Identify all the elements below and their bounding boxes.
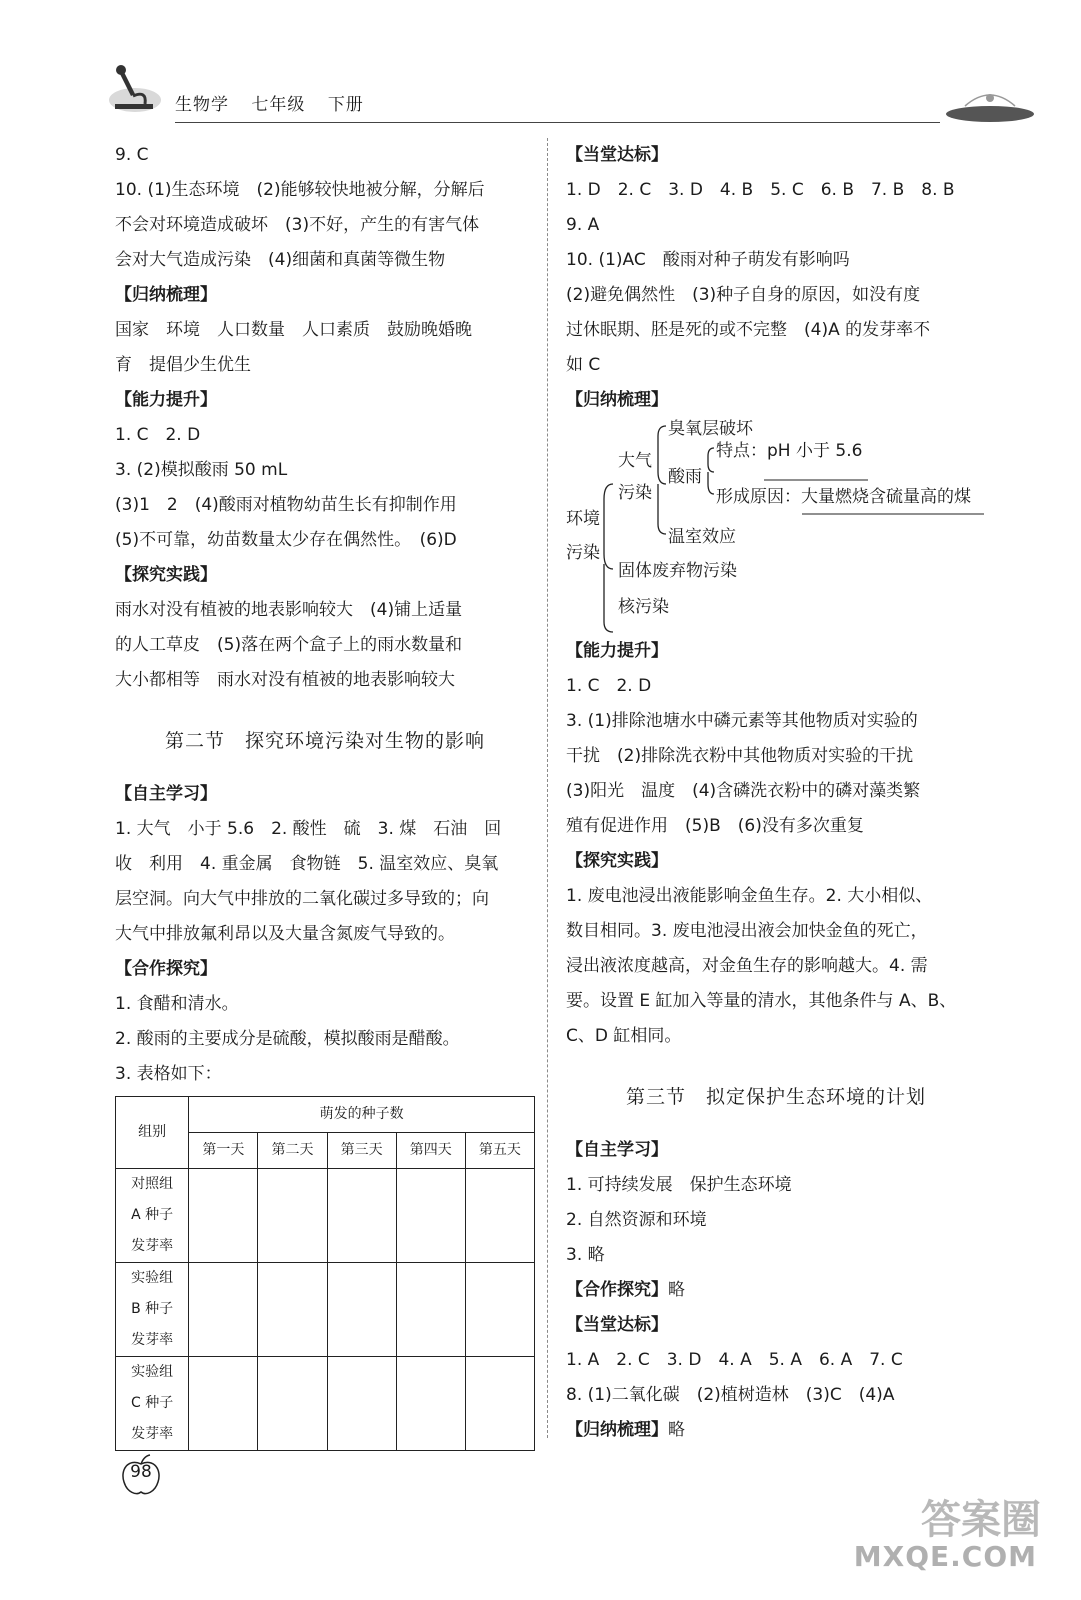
row-label-line: A 种子 — [131, 1207, 174, 1223]
self-right-line-3: 3. 略 — [566, 1245, 605, 1265]
pollution-tree-diagram — [566, 419, 986, 634]
section-summary-heading-right-2: 【归纳梳理】 — [566, 1420, 668, 1440]
watermark-url: MXQE.COM — [853, 1540, 1037, 1573]
table-row-label — [116, 1169, 189, 1263]
table-row-label — [116, 1263, 189, 1357]
section-class-heading: 【当堂达标】 — [566, 145, 668, 165]
column-divider — [547, 138, 548, 1438]
table-row-label — [116, 1357, 189, 1451]
ability-right-line-2: 3. (1)排除池塘水中磷元素等其他物质对实验的 — [566, 711, 918, 731]
table-row — [116, 1169, 535, 1263]
table-cell — [465, 1263, 534, 1357]
section-summary-heading-right: 【归纳梳理】 — [566, 390, 668, 410]
header-ornament-icon — [945, 84, 1035, 124]
table-cell — [189, 1263, 258, 1357]
section-cooperation-heading-right: 【合作探究】 — [566, 1280, 668, 1300]
section-self-study-heading: 【自主学习】 — [115, 784, 217, 804]
table-day-5: 第五天 — [465, 1133, 534, 1169]
ability-right-line-4: (3)阳光 温度 (4)含磷洗衣粉中的磷对藻类繁 — [566, 781, 921, 801]
table-cell — [465, 1357, 534, 1451]
answer-10-line-1: 10. (1)生态环境 (2)能够较快地被分解，分解后 — [115, 180, 485, 200]
header-title — [175, 90, 380, 115]
tree-acid-rain: 酸雨 — [668, 467, 702, 487]
tree-root-line-1: 环境 — [566, 509, 600, 529]
class-line-6: 如 C — [566, 355, 601, 375]
explore-right-line-5: C、D 缸相同。 — [566, 1026, 682, 1046]
row-label-line: 发芽率 — [131, 1238, 174, 1254]
table-day-2: 第二天 — [258, 1133, 327, 1169]
tree-nuclear: 核污染 — [618, 597, 669, 617]
class-line-4: (2)避免偶然性 (3)种子自身的原因，如没有度 — [566, 285, 921, 305]
row-label-line: 实验组 — [131, 1270, 174, 1286]
explore-line-1: 雨水对没有植被的地表影响较大 (4)铺上适量 — [115, 600, 463, 620]
table-cell — [396, 1263, 465, 1357]
row-label-line: 发芽率 — [131, 1332, 174, 1348]
table-span-header: 萌发的种子数 — [189, 1097, 535, 1133]
table-day-4: 第四天 — [396, 1133, 465, 1169]
germination-table — [115, 1096, 535, 1451]
row-label-line: 实验组 — [131, 1364, 174, 1380]
explore-right-line-1: 1. 废电池浸出液能影响金鱼生存。2. 大小相似、 — [566, 886, 933, 906]
tree-cause-value: 大量燃烧含硫量高的煤 — [801, 487, 971, 507]
self-study-line-3: 层空洞。向大气中排放的二氧化碳过多导致的；向 — [115, 889, 489, 909]
page-number-text: 98 — [130, 1462, 152, 1482]
page-header — [105, 60, 1035, 140]
row-label-line: C 种子 — [131, 1395, 174, 1411]
tree-acid-cause — [716, 480, 971, 515]
header-grade: 七年级 — [251, 95, 306, 115]
microscope-logo-icon — [105, 60, 165, 120]
table-cell — [465, 1169, 534, 1263]
ability-line-1: 1. C 2. D — [115, 425, 201, 445]
tree-air-line-2: 污染 — [618, 483, 652, 503]
summary-line-1: 国家 环境 人口数量 人口素质 鼓励晚婚晚 — [115, 320, 472, 340]
section-ability-heading: 【能力提升】 — [115, 390, 217, 410]
section-self-study-heading-right: 【自主学习】 — [566, 1140, 668, 1160]
class-line-5: 过休眠期、胚是死的或不完整 (4)A 的发芽率不 — [566, 320, 931, 340]
table-cell — [258, 1169, 327, 1263]
section-summary-heading: 【归纳梳理】 — [115, 285, 217, 305]
cooperation-right-line — [566, 1273, 986, 1308]
self-right-line-1: 1. 可持续发展 保护生态环境 — [566, 1175, 792, 1195]
ability-right-line-3: 干扰 (2)排除洗衣粉中其他物质对实验的干扰 — [566, 746, 914, 766]
section-explore-heading: 【探究实践】 — [115, 565, 217, 585]
table-day-3: 第三天 — [327, 1133, 396, 1169]
table-cell — [396, 1357, 465, 1451]
left-column — [115, 138, 535, 1451]
table-cell — [258, 1263, 327, 1357]
table-cell — [327, 1263, 396, 1357]
table-cell — [189, 1169, 258, 1263]
table-cell — [327, 1357, 396, 1451]
table-cell — [396, 1169, 465, 1263]
explore-right-line-3: 浸出液浓度越高，对金鱼生存的影响越大。4. 需 — [566, 956, 928, 976]
right-column — [566, 138, 986, 1448]
class-line-3: 10. (1)AC 酸雨对种子萌发有影响吗 — [566, 250, 850, 270]
answer-10-line-3: 会对大气造成污染 (4)细菌和真菌等微生物 — [115, 250, 446, 270]
tree-cause-label: 形成原因： — [716, 487, 801, 507]
class2-line-1: 1. A 2. C 3. D 4. A 5. A 6. A 7. C — [566, 1350, 903, 1370]
class-line-1: 1. D 2. C 3. D 4. B 5. C 6. B 7. B 8. B — [566, 180, 955, 200]
tree-air-line-1: 大气 — [618, 451, 652, 471]
table-row — [116, 1357, 535, 1451]
header-volume: 下册 — [327, 95, 364, 115]
self-study-line-2: 收 利用 4. 重金属 食物链 5. 温室效应、臭氧 — [115, 854, 499, 874]
row-label-line: 对照组 — [131, 1176, 174, 1192]
header-rule — [175, 122, 940, 123]
tree-greenhouse: 温室效应 — [668, 527, 736, 547]
explore-right-line-2: 数目相同。3. 废电池浸出液会加快金鱼的死亡， — [566, 921, 928, 941]
ability-right-line-1: 1. C 2. D — [566, 676, 652, 696]
tree-ozone: 臭氧层破坏 — [668, 419, 753, 439]
row-label-line: 发芽率 — [131, 1426, 174, 1442]
cooperation-line-2: 2. 酸雨的主要成分是硫酸，模拟酸雨是醋酸。 — [115, 1029, 460, 1049]
tree-solid-waste: 固体废弃物污染 — [618, 561, 737, 581]
class2-line-2: 8. (1)二氧化碳 (2)植树造林 (3)C (4)A — [566, 1385, 895, 1405]
self-study-line-4: 大气中排放氟利昂以及大量含氮废气导致的。 — [115, 924, 455, 944]
explore-line-3: 大小都相等 雨水对没有植被的地表影响较大 — [115, 670, 455, 690]
section-ability-heading-right: 【能力提升】 — [566, 641, 668, 661]
self-right-line-2: 2. 自然资源和环境 — [566, 1210, 707, 1230]
table-group-header: 组别 — [116, 1097, 189, 1169]
table-row — [116, 1263, 535, 1357]
section-explore-heading-right: 【探究实践】 — [566, 851, 668, 871]
explore-right-line-4: 要。设置 E 缸加入等量的清水，其他条件与 A、B、 — [566, 991, 957, 1011]
section-class-heading-right-2: 【当堂达标】 — [566, 1315, 668, 1335]
watermark-logo: 答案圈 — [921, 1497, 1041, 1543]
cooperation-line-3: 3. 表格如下： — [115, 1064, 222, 1084]
table-cell — [189, 1357, 258, 1451]
table-cell — [258, 1357, 327, 1451]
answer-10-line-2: 不会对环境造成破坏 (3)不好，产生的有害气体 — [115, 215, 480, 235]
summary-right-text: 略 — [668, 1420, 685, 1440]
ability-line-3: (3)1 2 (4)酸雨对植物幼苗生长有抑制作用 — [115, 495, 457, 515]
explore-line-2: 的人工草皮 (5)落在两个盒子上的雨水数量和 — [115, 635, 463, 655]
self-study-line-1: 1. 大气 小于 5.6 2. 酸性 硫 3. 煤 石油 回 — [115, 819, 502, 839]
answer-9: 9. C — [115, 145, 149, 165]
chapter-2-title: 第二节 探究环境污染对生物的影响 — [164, 730, 485, 752]
chapter-3-title: 第三节 拟定保护生态环境的计划 — [625, 1086, 926, 1108]
table-cell — [327, 1169, 396, 1263]
tree-acid-feature: 特点：pH 小于 5.6 — [716, 441, 863, 461]
cooperation-line-1: 1. 食醋和清水。 — [115, 994, 239, 1014]
table-day-1: 第一天 — [189, 1133, 258, 1169]
section-cooperation-heading: 【合作探究】 — [115, 959, 217, 979]
summary-right-line-2 — [566, 1413, 986, 1448]
class-line-2: 9. A — [566, 215, 600, 235]
tree-root-line-2: 污染 — [566, 543, 600, 563]
row-label-line: B 种子 — [131, 1301, 174, 1317]
ability-right-line-5: 殖有促进作用 (5)B (6)没有多次重复 — [566, 816, 864, 836]
cooperation-right-text: 略 — [668, 1280, 685, 1300]
ability-line-2: 3. (2)模拟酸雨 50 mL — [115, 460, 288, 480]
header-subject: 生物学 — [175, 95, 229, 115]
page-number — [118, 1452, 164, 1498]
ability-line-4: (5)不可靠，幼苗数量太少存在偶然性。 (6)D — [115, 530, 457, 550]
summary-line-2: 育 提倡少生优生 — [115, 355, 251, 375]
